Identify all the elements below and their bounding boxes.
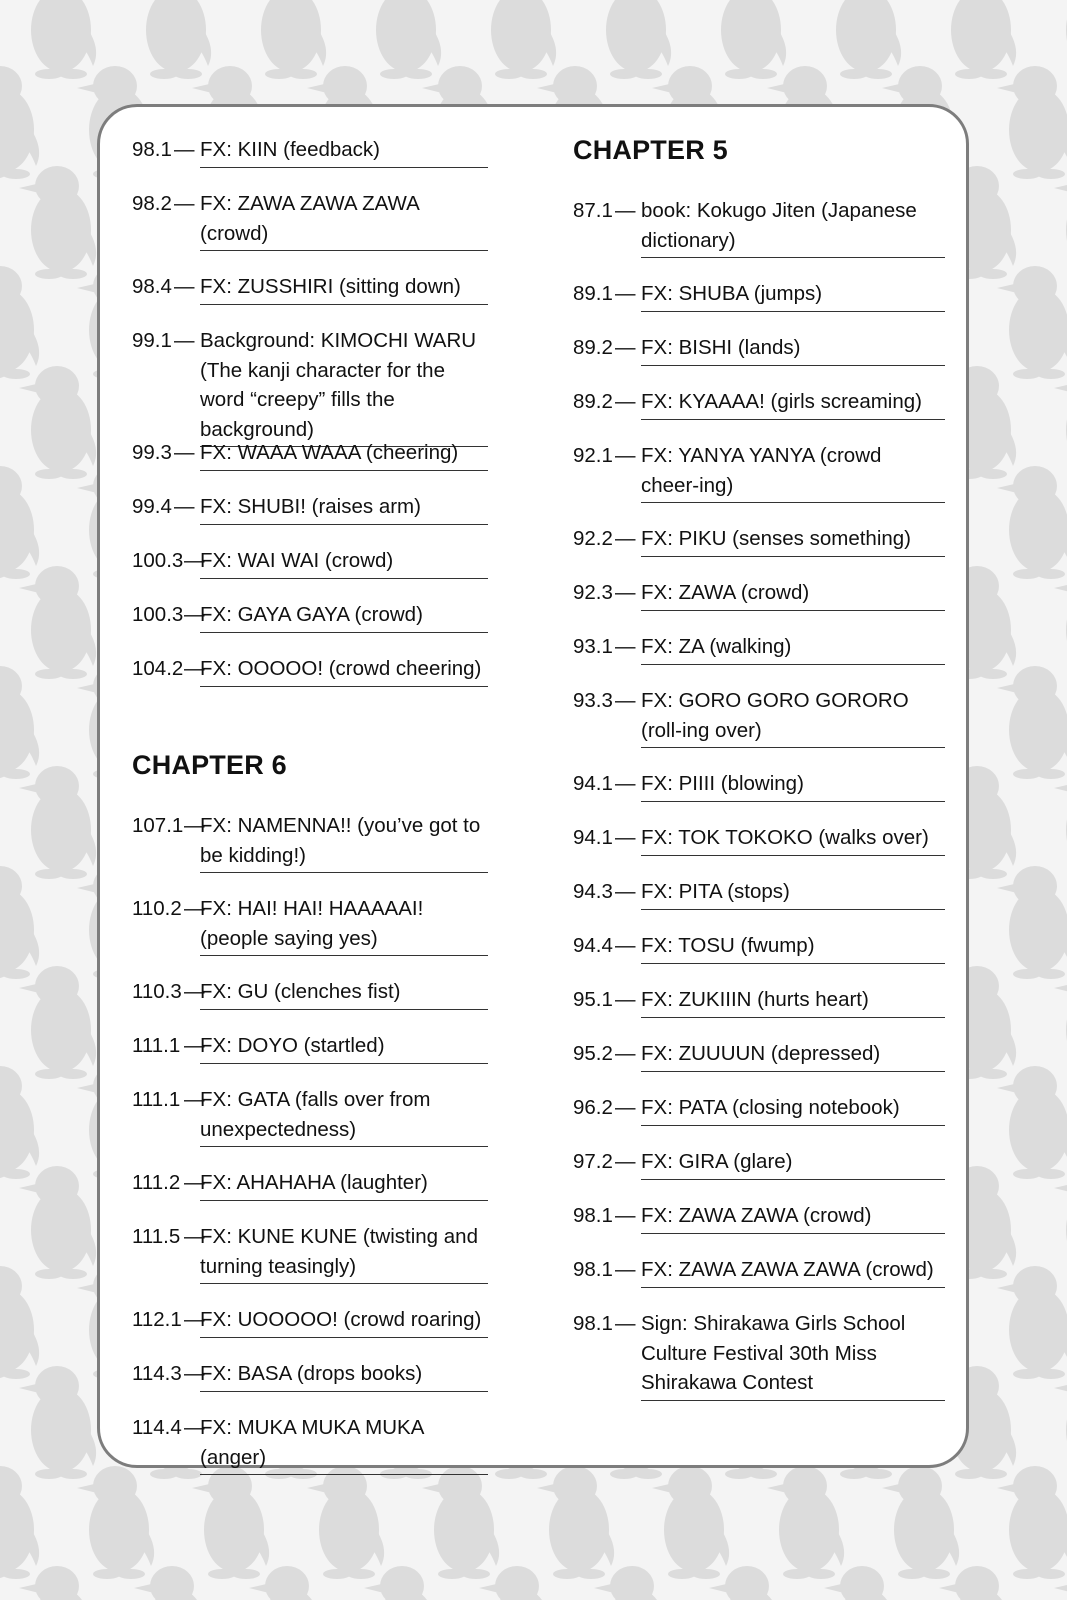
entry-dash: — — [184, 980, 205, 1003]
entry-description: FX: ZAWA (crowd) — [641, 578, 945, 611]
entry-description: FX: ZAWA ZAWA ZAWA (crowd) — [641, 1255, 945, 1288]
entry-description: FX: DOYO (startled) — [200, 1031, 488, 1064]
entry-dash: — — [615, 1312, 636, 1335]
penguin-silhouette-5 — [479, 0, 556, 79]
penguin-silhouette-195 — [249, 1566, 326, 1600]
penguin-silhouette-198 — [594, 1566, 671, 1600]
entry-dash: — — [615, 1042, 636, 1065]
penguin-silhouette-3 — [249, 0, 326, 79]
entry-dash: — — [184, 814, 205, 837]
entry-dash: — — [615, 527, 636, 550]
penguin-silhouette-166 — [997, 1266, 1067, 1379]
penguin-silhouette-73 — [19, 566, 96, 679]
penguin-silhouette-1 — [19, 0, 96, 79]
penguin-silhouette-94 — [997, 666, 1067, 779]
entry-description: FX: WAAA WAAA (cheering) — [200, 438, 488, 471]
entry-description: book: Kokugo Jiten (Japanese dictionary) — [641, 196, 945, 258]
panel-number: 92.1 — [573, 444, 613, 467]
panel-number: 98.4 — [132, 275, 172, 298]
panel-number: 93.3 — [573, 689, 613, 712]
panel-number: 99.1 — [132, 329, 172, 352]
penguin-silhouette-22 — [997, 66, 1067, 179]
penguin-silhouette-189 — [882, 1466, 959, 1579]
penguin-silhouette-34 — [1054, 166, 1067, 279]
panel-number: 111.1 — [132, 1034, 181, 1057]
panel-number: 100.3 — [132, 549, 184, 572]
entry-dash: — — [174, 275, 195, 298]
entry-dash: — — [615, 880, 636, 903]
penguin-silhouette-8 — [824, 0, 901, 79]
penguin-silhouette-169 — [19, 1366, 96, 1479]
penguin-silhouette-49 — [19, 366, 96, 479]
panel-number: 100.3 — [132, 603, 184, 626]
panel-number: 104.2 — [132, 657, 184, 680]
penguin-silhouette-157 — [0, 1266, 39, 1379]
entry-description: FX: SHUBA (jumps) — [641, 279, 945, 312]
panel-number: 98.1 — [132, 138, 172, 161]
penguin-silhouette-199 — [709, 1566, 786, 1600]
penguin-silhouette-188 — [767, 1466, 844, 1579]
fx-glossary-panel — [97, 104, 969, 1468]
entry-dash: — — [184, 549, 205, 572]
panel-number: 110.3 — [132, 980, 182, 1003]
entry-description: FX: KIIN (feedback) — [200, 135, 488, 168]
entry-description: FX: KYAAAA! (girls screaming) — [641, 387, 945, 420]
entry-dash: — — [615, 772, 636, 795]
entry-dash: — — [615, 635, 636, 658]
penguin-silhouette-7 — [709, 0, 786, 79]
entry-description: FX: TOK TOKOKO (walks over) — [641, 823, 945, 856]
entry-description: FX: KUNE KUNE (twisting and turning teasingly) — [200, 1222, 488, 1284]
entry-description: FX: BISHI (lands) — [641, 333, 945, 366]
entry-dash: — — [615, 1204, 636, 1227]
entry-dash: — — [615, 1096, 636, 1119]
entry-description: FX: TOSU (fwump) — [641, 931, 945, 964]
entry-description: FX: GIRA (glare) — [641, 1147, 945, 1180]
panel-number: 99.3 — [132, 441, 172, 464]
penguin-silhouette-82 — [1054, 566, 1067, 679]
entry-description: Sign: Shirakawa Girls School Culture Festival 30th Miss Shirakawa Contest — [641, 1309, 945, 1401]
entry-description: FX: WAI WAI (crowd) — [200, 546, 488, 579]
entry-dash: — — [615, 826, 636, 849]
entry-description: FX: OOOOO! (crowd cheering) — [200, 654, 488, 687]
entry-description: FX: ZUUUUN (depressed) — [641, 1039, 945, 1072]
panel-number: 89.1 — [573, 282, 613, 305]
penguin-silhouette-186 — [537, 1466, 614, 1579]
penguin-silhouette-106 — [1054, 766, 1067, 879]
penguin-silhouette-200 — [824, 1566, 901, 1600]
panel-number: 87.1 — [573, 199, 613, 222]
panel-number: 95.2 — [573, 1042, 613, 1065]
penguin-silhouette-9 — [939, 0, 1016, 79]
penguin-silhouette-184 — [307, 1466, 384, 1579]
penguin-silhouette-58 — [1054, 366, 1067, 479]
entry-dash: — — [615, 336, 636, 359]
panel-number: 93.1 — [573, 635, 613, 658]
entry-description: FX: HAI! HAI! HAAAAAI! (people saying yes) — [200, 894, 488, 956]
entry-dash: — — [615, 1258, 636, 1281]
entry-dash: — — [174, 329, 195, 352]
entry-dash: — — [615, 282, 636, 305]
entry-description: FX: ZUKIIIN (hurts heart) — [641, 985, 945, 1018]
panel-number: 92.2 — [573, 527, 613, 550]
panel-number: 114.4 — [132, 1416, 182, 1439]
penguin-silhouette-145 — [19, 1166, 96, 1279]
panel-number: 107.1 — [132, 814, 184, 837]
penguin-silhouette-46 — [997, 266, 1067, 379]
penguin-silhouette-190 — [997, 1466, 1067, 1579]
penguin-silhouette-121 — [19, 966, 96, 1079]
penguin-silhouette-193 — [19, 1566, 96, 1600]
entry-description: FX: ZA (walking) — [641, 632, 945, 665]
penguin-silhouette-197 — [479, 1566, 556, 1600]
penguin-silhouette-154 — [1054, 1166, 1067, 1279]
penguin-silhouette-61 — [0, 466, 39, 579]
penguin-silhouette-70 — [997, 466, 1067, 579]
panel-number: 98.1 — [573, 1258, 613, 1281]
entry-description: FX: PATA (closing notebook) — [641, 1093, 945, 1126]
entry-dash: — — [615, 581, 636, 604]
entry-dash: — — [184, 1362, 205, 1385]
entry-dash: — — [184, 1171, 205, 1194]
panel-number: 111.2 — [132, 1171, 181, 1194]
entry-dash: — — [184, 1416, 205, 1439]
entry-dash: — — [615, 689, 636, 712]
entry-description: FX: GAYA GAYA (crowd) — [200, 600, 488, 633]
entry-dash: — — [615, 988, 636, 1011]
penguin-silhouette-130 — [1054, 966, 1067, 1079]
entry-dash: — — [184, 657, 205, 680]
penguin-silhouette-25 — [19, 166, 96, 279]
penguin-silhouette-142 — [997, 1066, 1067, 1179]
penguin-silhouette-181 — [0, 1466, 39, 1579]
panel-number: 95.1 — [573, 988, 613, 1011]
penguin-silhouette-6 — [594, 0, 671, 79]
entry-description: FX: YANYA YANYA (crowd cheer-ing) — [641, 441, 945, 503]
panel-number: 94.1 — [573, 826, 613, 849]
entry-dash: — — [174, 192, 195, 215]
entry-description: FX: NAMENNA!! (you’ve got to be kidding!) — [200, 811, 488, 873]
panel-number: 89.2 — [573, 390, 613, 413]
penguin-silhouette-187 — [652, 1466, 729, 1579]
chapter-6-title: CHAPTER 6 — [132, 750, 287, 780]
panel-number: 96.2 — [573, 1096, 613, 1119]
penguin-silhouette-178 — [1054, 1366, 1067, 1479]
chapter-5-title: CHAPTER 5 — [573, 135, 728, 165]
entry-description: FX: GU (clenches fist) — [200, 977, 488, 1010]
penguin-silhouette-10 — [1054, 0, 1067, 79]
panel-number: 89.2 — [573, 336, 613, 359]
panel-number: 94.1 — [573, 772, 613, 795]
panel-number: 92.3 — [573, 581, 613, 604]
entry-dash: — — [184, 603, 205, 626]
entry-description: FX: MUKA MUKA MUKA (anger) — [200, 1413, 488, 1475]
panel-number: 111.1 — [132, 1088, 181, 1111]
penguin-silhouette-133 — [0, 1066, 39, 1179]
penguin-silhouette-85 — [0, 666, 39, 779]
entry-description: FX: ZAWA ZAWA (crowd) — [641, 1201, 945, 1234]
penguin-silhouette-37 — [0, 266, 39, 379]
penguin-silhouette-183 — [192, 1466, 269, 1579]
entry-description: FX: PIKU (senses something) — [641, 524, 945, 557]
entry-dash: — — [615, 444, 636, 467]
panel-number: 98.1 — [573, 1204, 613, 1227]
entry-description: FX: PITA (stops) — [641, 877, 945, 910]
penguin-silhouette-194 — [134, 1566, 211, 1600]
entry-description: FX: ZAWA ZAWA ZAWA (crowd) — [200, 189, 488, 251]
entry-description: FX: UOOOOO! (crowd roaring) — [200, 1305, 488, 1338]
penguin-silhouette-201 — [939, 1566, 1016, 1600]
penguin-silhouette-13 — [0, 66, 39, 179]
penguin-silhouette-118 — [997, 866, 1067, 979]
entry-dash: — — [174, 495, 195, 518]
entry-description: FX: BASA (drops books) — [200, 1359, 488, 1392]
panel-number: 110.2 — [132, 897, 182, 920]
entry-description: FX: GATA (falls over from unexpectedness) — [200, 1085, 488, 1147]
entry-dash: — — [615, 1150, 636, 1173]
panel-number: 94.4 — [573, 934, 613, 957]
entry-dash: — — [184, 897, 205, 920]
entry-dash: — — [615, 934, 636, 957]
entry-description: FX: GORO GORO GORORO (roll-ing over) — [641, 686, 945, 748]
entry-dash: — — [615, 199, 636, 222]
entry-description: Background: KIMOCHI WARU (The kanji character for the word “creepy” fills the background) — [200, 326, 488, 447]
entry-dash: — — [184, 1034, 205, 1057]
entry-description: FX: SHUBI! (raises arm) — [200, 492, 488, 525]
entry-description: FX: AHAHAHA (laughter) — [200, 1168, 488, 1201]
panel-number: 97.2 — [573, 1150, 613, 1173]
penguin-silhouette-2 — [134, 0, 211, 79]
penguin-silhouette-196 — [364, 1566, 441, 1600]
entry-dash: — — [184, 1225, 205, 1248]
panel-number: 111.5 — [132, 1225, 181, 1248]
entry-dash: — — [184, 1308, 205, 1331]
penguin-silhouette-109 — [0, 866, 39, 979]
penguin-silhouette-182 — [77, 1466, 154, 1579]
panel-number: 114.3 — [132, 1362, 182, 1385]
panel-number: 112.1 — [132, 1308, 182, 1331]
entry-description: FX: ZUSSHIRI (sitting down) — [200, 272, 488, 305]
entry-dash: — — [184, 1088, 205, 1111]
panel-number: 98.2 — [132, 192, 172, 215]
entry-dash: — — [174, 138, 195, 161]
penguin-silhouette-185 — [422, 1466, 499, 1579]
entry-description: FX: PIIII (blowing) — [641, 769, 945, 802]
panel-number: 98.1 — [573, 1312, 613, 1335]
penguin-silhouette-4 — [364, 0, 441, 79]
panel-number: 94.3 — [573, 880, 613, 903]
entry-dash: — — [174, 441, 195, 464]
entry-dash: — — [615, 390, 636, 413]
penguin-silhouette-97 — [19, 766, 96, 879]
panel-number: 99.4 — [132, 495, 172, 518]
